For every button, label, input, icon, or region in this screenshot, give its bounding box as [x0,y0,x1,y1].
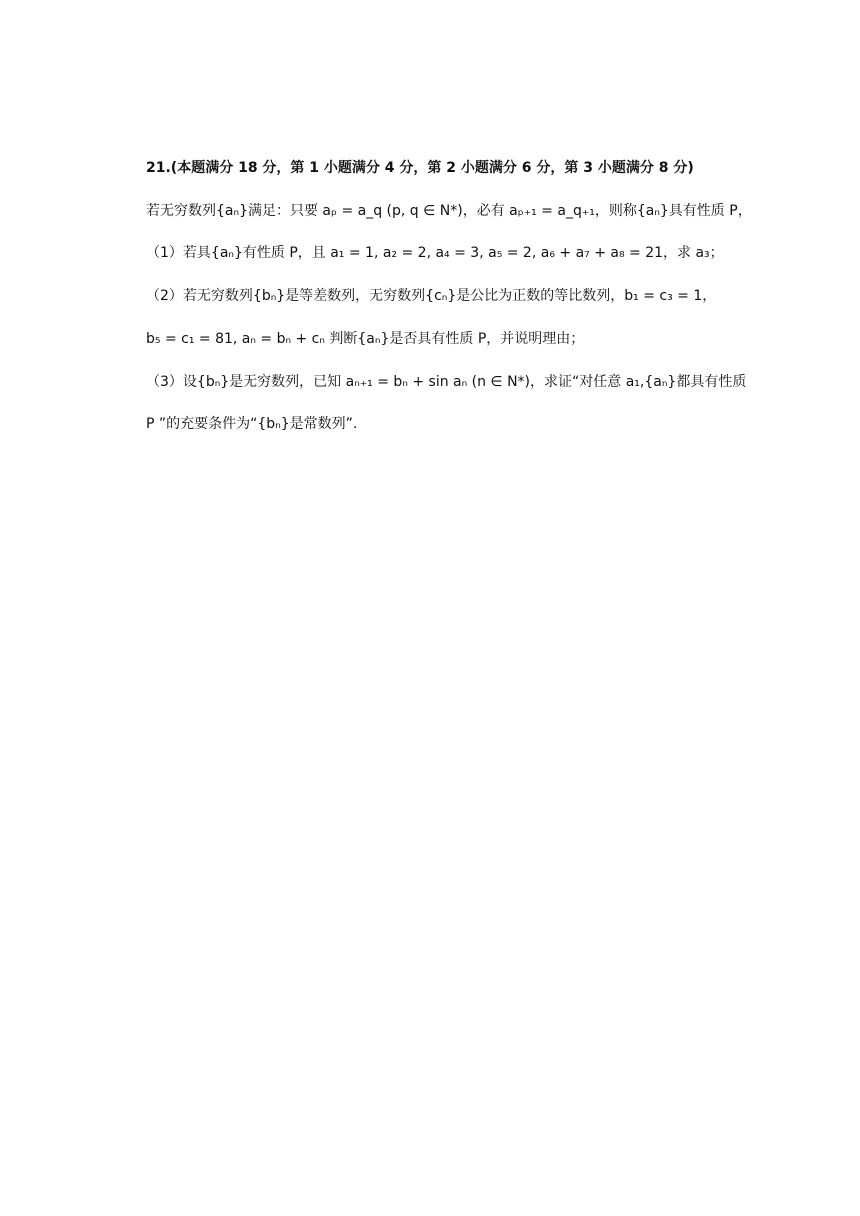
part3-text-line1: （3）设{bₙ}是无穷数列，已知 aₙ₊₁ = bₙ + sin aₙ (n ∈ N*)，求证“对任意 a₁,{aₙ}都具有性质 [146,374,747,390]
part2-text-line2: b₅ = c₁ = 81, aₙ = bₙ + cₙ 判断{aₙ}是否具有性质 P，并说明理由； [146,331,585,347]
part1-text: （1）若具{aₙ}有性质 P，且 a₁ = 1, a₂ = 2, a₄ = 3, a₅ = 2, a₆ + a₇ + a₈ = 21，求 a₃； [146,245,724,261]
problem-intro: 若无穷数列{aₙ}满足：只要 aₚ = a_q (p, q ∈ N*)，必有 aₚ₊₁ = a_q₊₁，则称{aₙ}具有性质 P， [146,203,752,219]
problem-title: 21.(本题满分 18 分，第 1 小题满分 4 分，第 2 小题满分 6 分，第 3 小题满分 8 分) [146,160,694,176]
part2-text-line1: （2）若无穷数列{bₙ}是等差数列，无穷数列{cₙ}是公比为正数的等比数列，b₁ = c₃ = 1， [146,288,717,304]
part3-text-line2: P ”的充要条件为“{bₙ}是常数列”. [146,416,358,432]
